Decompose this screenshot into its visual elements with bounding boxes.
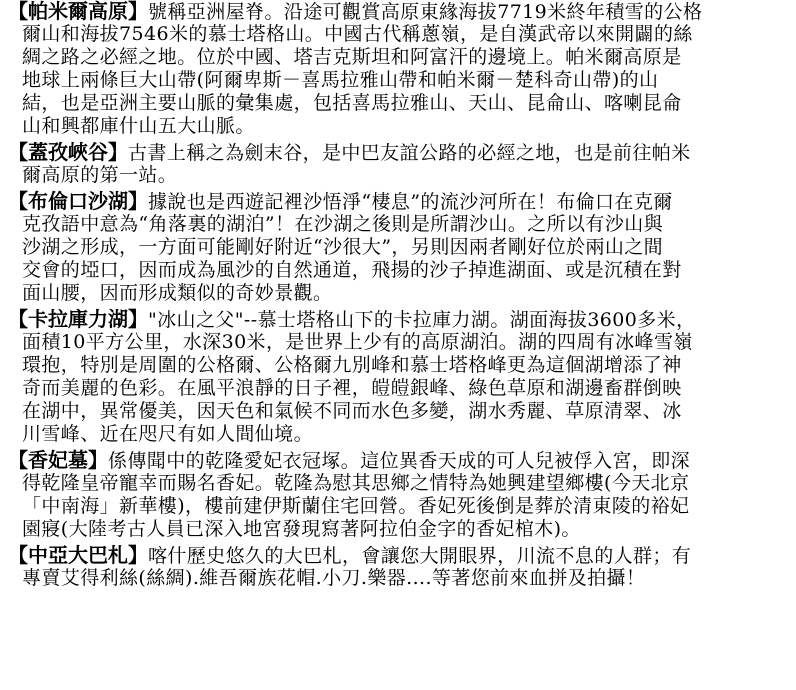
entry-first-line xyxy=(8,190,792,213)
entry-gaizi-gorge xyxy=(8,141,792,187)
entry-text-line: 山和興都庫什山五大山脈。 xyxy=(22,115,255,137)
entry-text-line: 川雪峰、近在咫尺有如人間仙境。 xyxy=(22,423,314,445)
entry-text-line: 係傳聞中的乾隆愛妃衣冠塚。這位異香天成的可人兒被俘入宮，即深 xyxy=(108,450,691,472)
entry-heading: 【中亞大巴札】 xyxy=(8,544,148,567)
entry-xiangfei-tomb xyxy=(8,449,792,541)
entry-text-line: "冰山之父"--慕士塔格山下的卡拉庫力湖。湖面海拔3600多米， xyxy=(148,309,696,331)
entry-text-line: 沙湖之形成，一方面可能剛好附近“沙很大”，另則因兩者剛好位於兩山之間 xyxy=(22,236,664,258)
entry-text-line: 環抱，特別是周圍的公格爾、公格爾九別峰和慕士塔格峰更為這個湖增添了神 xyxy=(22,354,682,376)
entry-bulunkou-sand-lake xyxy=(8,190,792,305)
travel-itinerary-document xyxy=(8,0,792,590)
entry-text-line: 爾山和海拔7546米的慕士塔格山。中國古代稱蔥嶺，是自漢武帝以來開闢的絲 xyxy=(22,23,693,45)
entry-heading: 【卡拉庫力湖】 xyxy=(8,308,148,331)
entry-first-line xyxy=(8,141,792,164)
entry-text-line: 結，也是亞洲主要山脈的彙集處，包括喜馬拉雅山、天山、昆侖山、喀喇昆侖 xyxy=(22,92,682,114)
entry-text-line: 爾高原的第一站。 xyxy=(22,164,178,186)
entry-karakul-lake xyxy=(8,308,792,446)
entry-pamir-plateau xyxy=(8,0,792,138)
entry-text-line: 號稱亞洲屋脊。沿途可觀賞高原東緣海拔7719米終年積雪的公格 xyxy=(148,1,703,23)
entry-text-line: 面積10平方公里，水深30米，是世界上少有的高原湖泊。湖的四周有冰峰雪嶺 xyxy=(22,331,693,353)
entry-text-line: 克孜語中意為“角落裏的湖泊”！在沙湖之後則是所謂沙山。之所以有沙山與 xyxy=(22,213,664,235)
entry-text-line: 得乾隆皇帝寵幸而賜名香妃。乾隆為慰其思鄉之情特為她興建望鄉樓(今天北京 xyxy=(22,472,690,494)
entry-text-line: 據說也是西遊記裡沙悟淨“棲息”的流沙河所在！布倫口在克爾 xyxy=(148,191,673,213)
entry-text-line: 園寢(大陸考古人員已深入地宮發現寫著阿拉伯金字的香妃棺木)。 xyxy=(22,518,581,540)
entry-text-line: 面山腰，因而形成類似的奇妙景觀。 xyxy=(22,282,333,304)
entry-first-line xyxy=(8,449,792,472)
entry-text-line: 「中南海」新華樓)，樓前建伊斯蘭住宅回營。香妃死後倒是葬於清東陵的裕妃 xyxy=(22,495,690,517)
entry-heading: 【布倫口沙湖】 xyxy=(8,190,148,213)
entry-first-line xyxy=(8,0,792,23)
entry-text-line: 奇而美麗的色彩。在風平浪靜的日子裡，皚皚銀峰、綠色草原和湖邊畜群倒映 xyxy=(22,377,682,399)
entry-text-line: 專賣艾得利絲(絲綢).維吾爾族花帽.小刀.樂器....等著您前來血拼及拍攝！ xyxy=(22,567,646,589)
entry-first-line xyxy=(8,308,792,331)
entry-text-line: 喀什歷史悠久的大巴札，會讓您大開眼界，川流不息的人群；有 xyxy=(148,545,692,567)
entry-text-line: 交會的埡口，因而成為風沙的自然通道，飛揚的沙子掉進湖面、或是沉積在對 xyxy=(22,259,682,281)
entry-first-line xyxy=(8,544,792,567)
entry-heading: 【帕米爾高原】 xyxy=(8,0,148,23)
entry-text-line: 古書上稱之為劍末谷，是中巴友誼公路的必經之地，也是前往帕米 xyxy=(128,142,691,164)
entry-text-line: 地球上兩條巨大山帶(阿爾卑斯－喜馬拉雅山帶和帕米爾－楚科奇山帶)的山 xyxy=(22,69,659,91)
entry-text-line: 在湖中，異常優美，因天色和氣候不同而水色多變，湖水秀麗、草原清翠、冰 xyxy=(22,400,682,422)
entry-heading: 【蓋孜峽谷】 xyxy=(8,141,128,164)
entry-heading: 【香妃墓】 xyxy=(8,449,108,472)
entry-text-line: 綢之路之必經之地。位於中國、塔吉克斯坦和阿富汗的邊境上。帕米爾高原是 xyxy=(22,46,682,68)
entry-central-asia-bazaar xyxy=(8,544,792,590)
